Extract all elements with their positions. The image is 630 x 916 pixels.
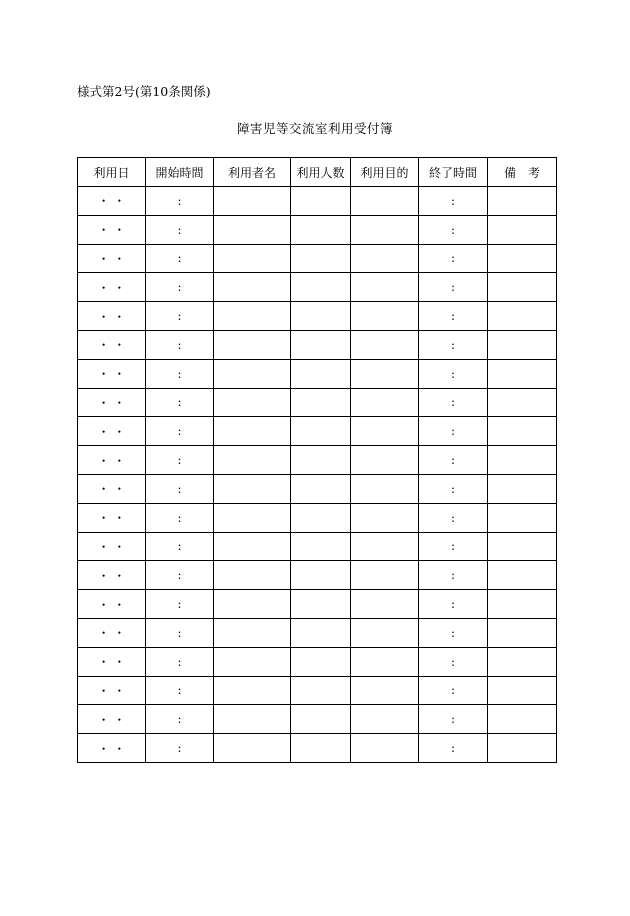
user-name-cell[interactable] — [214, 302, 291, 331]
table-row — [78, 330, 557, 359]
remarks-cell[interactable] — [488, 561, 557, 590]
start-time-cell[interactable]: : — [146, 618, 214, 647]
purpose-cell[interactable] — [351, 359, 419, 388]
document-title: 障害児等交流室利用受付簿 — [236, 121, 393, 136]
end-time-cell[interactable]: : — [419, 187, 488, 216]
start-time-cell[interactable]: : — [146, 647, 214, 676]
user-count-cell[interactable] — [291, 215, 351, 244]
start-time-cell[interactable]: : — [146, 388, 214, 417]
table-row — [78, 388, 557, 417]
remarks-cell[interactable] — [488, 734, 557, 763]
use-date-cell[interactable]: ・ ・ — [78, 474, 146, 503]
user-count-cell[interactable] — [291, 244, 351, 273]
remarks-cell[interactable] — [488, 302, 557, 331]
user-name-cell[interactable] — [214, 273, 291, 302]
user-name-cell[interactable] — [214, 705, 291, 734]
start-time-cell[interactable]: : — [146, 532, 214, 561]
remarks-cell[interactable] — [488, 388, 557, 417]
user-count-cell[interactable] — [291, 359, 351, 388]
user-name-cell[interactable] — [214, 474, 291, 503]
user-count-cell[interactable] — [291, 618, 351, 647]
table-row — [78, 503, 557, 532]
remarks-cell[interactable] — [488, 474, 557, 503]
user-count-cell[interactable] — [291, 273, 351, 302]
end-time-cell[interactable]: : — [419, 618, 488, 647]
table-row — [78, 618, 557, 647]
table-row — [78, 647, 557, 676]
column-header-remarks: 備 考 — [488, 158, 557, 187]
remarks-cell[interactable] — [488, 676, 557, 705]
user-name-cell[interactable] — [214, 647, 291, 676]
user-count-cell[interactable] — [291, 474, 351, 503]
use-date-cell[interactable]: ・ ・ — [78, 187, 146, 216]
start-time-cell[interactable]: : — [146, 417, 214, 446]
user-name-cell[interactable] — [214, 532, 291, 561]
use-date-cell[interactable]: ・ ・ — [78, 330, 146, 359]
table-row — [78, 187, 557, 216]
purpose-cell[interactable] — [351, 244, 419, 273]
start-time-cell[interactable]: : — [146, 330, 214, 359]
end-time-cell[interactable]: : — [419, 561, 488, 590]
column-header-user-count: 利用人数 — [291, 158, 351, 187]
use-date-cell[interactable]: ・ ・ — [78, 561, 146, 590]
purpose-cell[interactable] — [351, 618, 419, 647]
purpose-cell[interactable] — [351, 474, 419, 503]
start-time-cell[interactable]: : — [146, 187, 214, 216]
table-row — [78, 590, 557, 619]
remarks-cell[interactable] — [488, 330, 557, 359]
start-time-cell[interactable]: : — [146, 734, 214, 763]
end-time-cell[interactable]: : — [419, 330, 488, 359]
column-header-start-time: 開始時間 — [146, 158, 214, 187]
use-date-cell[interactable]: ・ ・ — [78, 734, 146, 763]
column-header-end-time: 終了時間 — [419, 158, 488, 187]
table-row — [78, 561, 557, 590]
use-date-cell[interactable]: ・ ・ — [78, 244, 146, 273]
remarks-cell[interactable] — [488, 359, 557, 388]
remarks-cell[interactable] — [488, 273, 557, 302]
table-row — [78, 417, 557, 446]
user-name-cell[interactable] — [214, 734, 291, 763]
use-date-cell[interactable]: ・ ・ — [78, 446, 146, 475]
user-name-cell[interactable] — [214, 446, 291, 475]
start-time-cell[interactable]: : — [146, 705, 214, 734]
use-date-cell[interactable]: ・ ・ — [78, 302, 146, 331]
end-time-cell[interactable]: : — [419, 705, 488, 734]
end-time-cell[interactable]: : — [419, 215, 488, 244]
end-time-cell[interactable]: : — [419, 446, 488, 475]
purpose-cell[interactable] — [351, 446, 419, 475]
start-time-cell[interactable]: : — [146, 590, 214, 619]
purpose-cell[interactable] — [351, 734, 419, 763]
use-date-cell[interactable]: ・ ・ — [78, 647, 146, 676]
start-time-cell[interactable]: : — [146, 215, 214, 244]
purpose-cell[interactable] — [351, 417, 419, 446]
remarks-cell[interactable] — [488, 503, 557, 532]
remarks-cell[interactable] — [488, 647, 557, 676]
purpose-cell[interactable] — [351, 273, 419, 302]
table-row — [78, 302, 557, 331]
use-date-cell[interactable]: ・ ・ — [78, 618, 146, 647]
remarks-cell[interactable] — [488, 446, 557, 475]
user-name-cell[interactable] — [214, 359, 291, 388]
end-time-cell[interactable]: : — [419, 503, 488, 532]
purpose-cell[interactable] — [351, 503, 419, 532]
register-body — [78, 187, 557, 763]
use-date-cell[interactable]: ・ ・ — [78, 388, 146, 417]
start-time-cell[interactable]: : — [146, 676, 214, 705]
start-time-cell[interactable]: : — [146, 302, 214, 331]
user-count-cell[interactable] — [291, 503, 351, 532]
header-row — [78, 158, 557, 187]
purpose-cell[interactable] — [351, 302, 419, 331]
use-date-cell[interactable]: ・ ・ — [78, 359, 146, 388]
table-row — [78, 359, 557, 388]
user-name-cell[interactable] — [214, 676, 291, 705]
table-row — [78, 676, 557, 705]
use-date-cell[interactable]: ・ ・ — [78, 676, 146, 705]
table-row — [78, 734, 557, 763]
start-time-cell[interactable]: : — [146, 244, 214, 273]
form-number: 様式第2号(第10条関係) — [77, 84, 211, 99]
start-time-cell[interactable]: : — [146, 474, 214, 503]
remarks-cell[interactable] — [488, 705, 557, 734]
end-time-cell[interactable]: : — [419, 532, 488, 561]
user-count-cell[interactable] — [291, 446, 351, 475]
start-time-cell[interactable]: : — [146, 503, 214, 532]
end-time-cell[interactable]: : — [419, 388, 488, 417]
table-row — [78, 244, 557, 273]
remarks-cell[interactable] — [488, 618, 557, 647]
purpose-cell[interactable] — [351, 215, 419, 244]
user-count-cell[interactable] — [291, 734, 351, 763]
use-date-cell[interactable]: ・ ・ — [78, 503, 146, 532]
remarks-cell[interactable] — [488, 417, 557, 446]
user-name-cell[interactable] — [214, 215, 291, 244]
user-count-cell[interactable] — [291, 187, 351, 216]
user-name-cell[interactable] — [214, 187, 291, 216]
purpose-cell[interactable] — [351, 532, 419, 561]
end-time-cell[interactable]: : — [419, 647, 488, 676]
user-count-cell[interactable] — [291, 561, 351, 590]
user-count-cell[interactable] — [291, 388, 351, 417]
user-name-cell[interactable] — [214, 561, 291, 590]
column-header-purpose: 利用目的 — [351, 158, 419, 187]
user-count-cell[interactable] — [291, 302, 351, 331]
reception-register-table — [77, 157, 557, 763]
table-row — [78, 215, 557, 244]
remarks-cell[interactable] — [488, 244, 557, 273]
use-date-cell[interactable]: ・ ・ — [78, 705, 146, 734]
end-time-cell[interactable]: : — [419, 417, 488, 446]
remarks-cell[interactable] — [488, 215, 557, 244]
use-date-cell[interactable]: ・ ・ — [78, 273, 146, 302]
start-time-cell[interactable]: : — [146, 446, 214, 475]
user-name-cell[interactable] — [214, 244, 291, 273]
purpose-cell[interactable] — [351, 561, 419, 590]
purpose-cell[interactable] — [351, 590, 419, 619]
end-time-cell[interactable]: : — [419, 244, 488, 273]
table-row — [78, 532, 557, 561]
start-time-cell[interactable]: : — [146, 273, 214, 302]
user-count-cell[interactable] — [291, 705, 351, 734]
end-time-cell[interactable]: : — [419, 734, 488, 763]
table-row — [78, 446, 557, 475]
column-header-user-name: 利用者名 — [214, 158, 291, 187]
user-name-cell[interactable] — [214, 417, 291, 446]
user-name-cell[interactable] — [214, 590, 291, 619]
remarks-cell[interactable] — [488, 532, 557, 561]
user-name-cell[interactable] — [214, 618, 291, 647]
end-time-cell[interactable]: : — [419, 590, 488, 619]
purpose-cell[interactable] — [351, 330, 419, 359]
start-time-cell[interactable]: : — [146, 561, 214, 590]
user-name-cell[interactable] — [214, 388, 291, 417]
start-time-cell[interactable]: : — [146, 359, 214, 388]
end-time-cell[interactable]: : — [419, 474, 488, 503]
user-name-cell[interactable] — [214, 503, 291, 532]
use-date-cell[interactable]: ・ ・ — [78, 417, 146, 446]
end-time-cell[interactable]: : — [419, 676, 488, 705]
user-count-cell[interactable] — [291, 532, 351, 561]
purpose-cell[interactable] — [351, 647, 419, 676]
user-count-cell[interactable] — [291, 676, 351, 705]
user-count-cell[interactable] — [291, 330, 351, 359]
use-date-cell[interactable]: ・ ・ — [78, 215, 146, 244]
purpose-cell[interactable] — [351, 187, 419, 216]
use-date-cell[interactable]: ・ ・ — [78, 590, 146, 619]
remarks-cell[interactable] — [488, 590, 557, 619]
use-date-cell[interactable]: ・ ・ — [78, 532, 146, 561]
user-count-cell[interactable] — [291, 590, 351, 619]
column-header-use-date: 利用日 — [78, 158, 146, 187]
user-count-cell[interactable] — [291, 417, 351, 446]
end-time-cell[interactable]: : — [419, 273, 488, 302]
user-name-cell[interactable] — [214, 330, 291, 359]
remarks-cell[interactable] — [488, 187, 557, 216]
user-count-cell[interactable] — [291, 647, 351, 676]
end-time-cell[interactable]: : — [419, 302, 488, 331]
table-row — [78, 273, 557, 302]
end-time-cell[interactable]: : — [419, 359, 488, 388]
purpose-cell[interactable] — [351, 388, 419, 417]
table-row — [78, 705, 557, 734]
purpose-cell[interactable] — [351, 676, 419, 705]
purpose-cell[interactable] — [351, 705, 419, 734]
table-row — [78, 474, 557, 503]
